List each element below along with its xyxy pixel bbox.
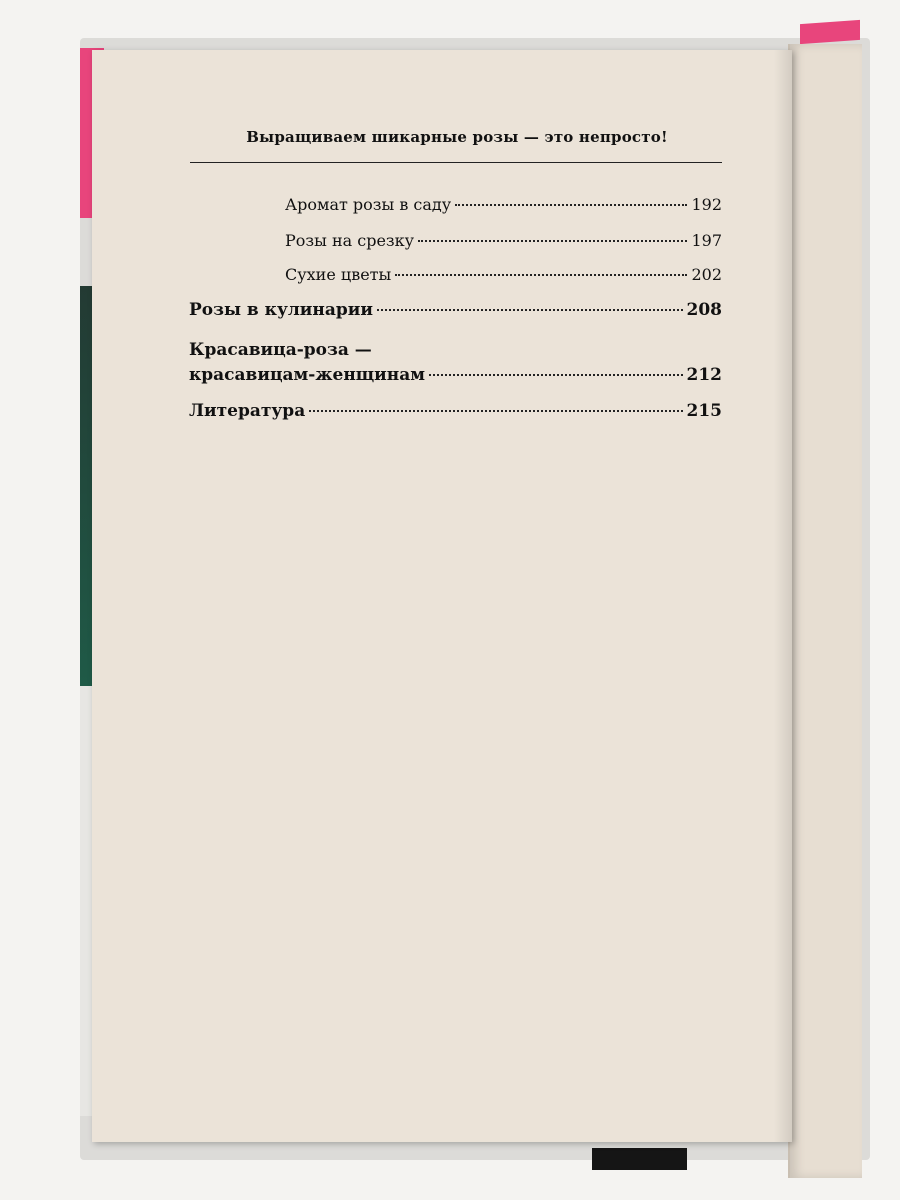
book-page: [92, 50, 792, 1142]
toc-page-number: 192: [691, 195, 722, 214]
toc-page-number: 202: [691, 265, 722, 284]
toc-title-line1: Красавица-роза —: [189, 340, 372, 360]
toc-title: Розы на срезку: [285, 231, 415, 250]
toc-leader: [377, 309, 683, 311]
cover-bottom-shadow: [592, 1148, 687, 1170]
header-rule: [190, 162, 722, 163]
toc-title: Аромат розы в саду: [285, 195, 452, 214]
toc-page-number: 215: [686, 401, 722, 421]
toc-page-number: 212: [686, 365, 722, 385]
toc-entry: [189, 300, 722, 320]
toc-entry: [189, 365, 722, 385]
toc-page-number: 208: [686, 300, 722, 320]
running-header: Выращиваем шикарные розы — это непросто!: [246, 128, 668, 146]
right-page-edge: [788, 44, 862, 1178]
toc-title: Литература: [189, 401, 306, 421]
toc-entry: [189, 401, 722, 421]
toc-leader: [309, 410, 682, 412]
toc-entry: [285, 231, 722, 250]
toc-leader: [395, 274, 687, 276]
toc-leader: [429, 374, 682, 376]
cover-corner-pink: [800, 20, 860, 44]
toc-page-number: 197: [691, 231, 722, 250]
toc-entry: [285, 195, 722, 214]
toc-title: Розы в кулинарии: [189, 300, 373, 320]
toc-entry: [285, 265, 722, 284]
toc-title: Сухие цветы: [285, 265, 392, 284]
toc-leader: [455, 204, 687, 206]
toc-leader: [418, 240, 687, 242]
toc-title-line2: красавицам-женщинам: [189, 365, 426, 385]
